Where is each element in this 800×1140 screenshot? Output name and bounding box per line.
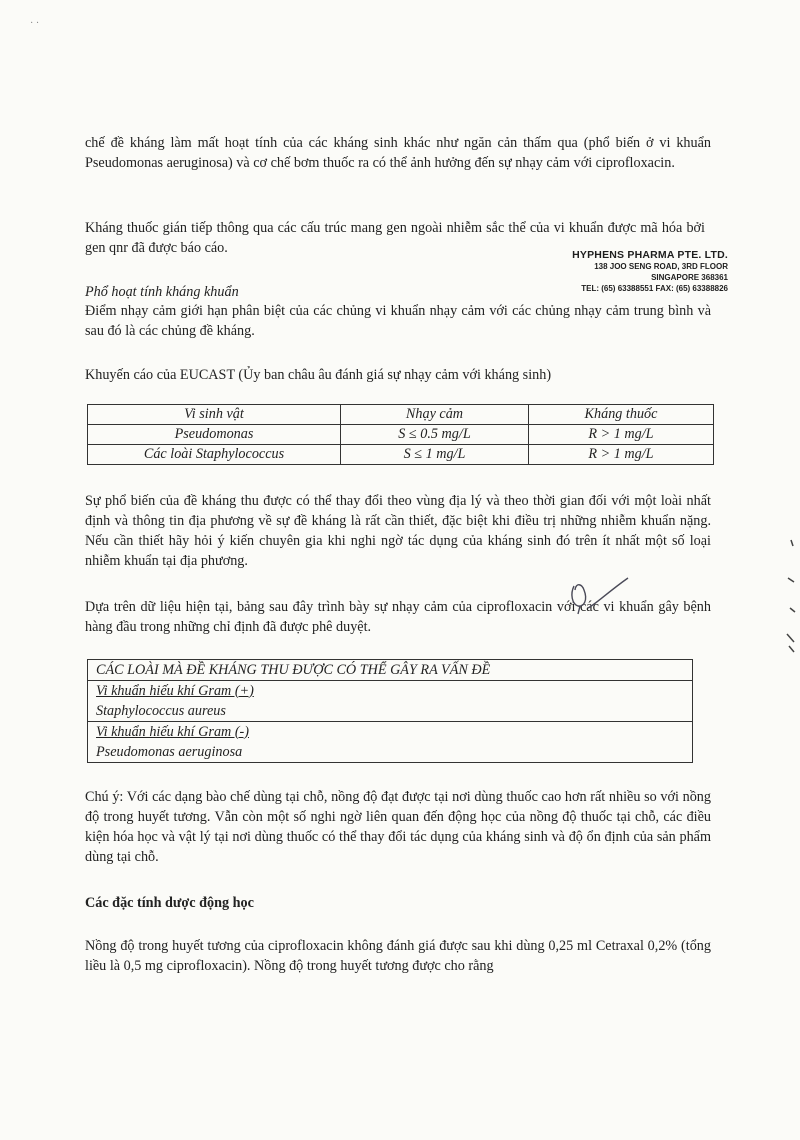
cell-susceptible: S ≤ 0.5 mg/L — [341, 425, 529, 445]
cell-resistant: R > 1 mg/L — [529, 445, 714, 465]
group-gram-positive-label: Vi khuẩn hiếu khí Gram (+) — [96, 682, 254, 699]
paragraph-plasma-concentration: Nồng độ trong huyết tương của ciprofloxacin không đánh giá được sau khi dùng 0,25 ml Cetraxal 0,2% (tổng liều là 0,5 mg ciprofloxacin). Nồng độ trong huyết tương được cho rằng — [85, 938, 711, 974]
eucast-breakpoint-table — [87, 404, 714, 465]
paragraph-resistance-prevalence: Sự phổ biến của đề kháng thu được có thể thay đổi theo vùng địa lý và theo thời gian đối với một loài nhất định và thông tin địa phương về sự đề kháng là rất cần thiết, đặc biệt khi điều trị những nhiễm khuẩn nặng. Nếu cần thiết hãy hỏi ý kiến chuyên gia khi nghi ngờ tác dụng của kháng sinh đó trên ít nhất một số loại nhiễm khuẩn tại địa phương. — [85, 493, 711, 569]
header-organism: Vi sinh vật — [88, 405, 341, 425]
paragraph-eucast: Khuyến cáo của EUCAST (Ủy ban châu âu đánh giá sự nhạy cảm với kháng sinh) — [85, 367, 552, 383]
group-gram-positive — [88, 681, 693, 702]
table-row — [88, 701, 693, 722]
group-gram-negative-label: Vi khuẩn hiếu khí Gram (-) — [96, 723, 249, 740]
table-row — [88, 742, 693, 763]
species-pseudomonas-aeruginosa: Pseudomonas aeruginosa — [88, 742, 693, 763]
cell-susceptible: S ≤ 1 mg/L — [341, 445, 529, 465]
table-row — [88, 445, 714, 465]
cell-organism: Các loài Staphylococcus — [88, 445, 341, 465]
table-row — [88, 681, 693, 702]
paragraph-resistance-mechanisms: chế đề kháng làm mất hoạt tính của các kháng sinh khác như ngăn cản thấm qua (phổ biến ở vi khuẩn Pseudomonas aeruginosa) và cơ chế bơm thuốc ra có thể ảnh hưởng đến sự nhạy cảm với ciprofloxacin. — [85, 135, 711, 171]
stamp-address-line2: SINGAPORE 368361 — [651, 273, 728, 282]
paragraph-topical-note: Chú ý: Với các dạng bào chế dùng tại chỗ, nồng độ đạt được tại nơi dùng thuốc cao hơn rất nhiều so với nồng độ trong huyết tương. Vẫn còn một số nghi ngờ liên quan đến động học của nồng độ thuốc tại chỗ, các điều kiện hóa học và vật lý tại nơi dùng thuốc có thể thay đổi tác dụng của kháng sinh và độ ổn định của sản phẩm dùng tại chỗ. — [85, 789, 711, 865]
table-row — [88, 722, 693, 743]
header-susceptible: Nhạy cảm — [341, 405, 529, 425]
species-table-title: CÁC LOÀI MÀ ĐỀ KHÁNG THU ĐƯỢC CÓ THỂ GÂY RA VẤN ĐỀ — [88, 660, 693, 681]
paragraph-qnr-gene: Kháng thuốc gián tiếp thông qua các cấu trúc mang gen ngoài nhiễm sắc thể của vi khuẩn được mã hóa bởi gen qnr đã được báo cáo. — [85, 220, 705, 256]
stamp-address-line1: 138 JOO SENG ROAD, 3RD FLOOR — [594, 262, 728, 271]
paragraph-breakpoints: Điểm nhạy cảm giới hạn phân biệt của các chủng vi khuẩn nhạy cảm với các chủng nhạy cảm trung bình và sau đó là các chủng đề kháng. — [85, 303, 711, 339]
cell-resistant: R > 1 mg/L — [529, 425, 714, 445]
company-stamp — [548, 250, 728, 294]
species-staphylococcus-aureus: Staphylococcus aureus — [88, 701, 693, 722]
scan-edge-mark — [782, 538, 796, 658]
handwritten-signature — [566, 570, 636, 620]
stamp-company: HYPHENS PHARMA PTE. LTD. — [572, 249, 728, 261]
stamp-phone-fax: TEL: (65) 63388551 FAX: (65) 63388826 — [581, 284, 728, 293]
scan-speck: · · — [30, 18, 40, 29]
heading-pharmacokinetics: Các đặc tính dược động học — [85, 895, 254, 911]
header-resistant: Kháng thuốc — [529, 405, 714, 425]
paragraph-susceptibility-intro: Dựa trên dữ liệu hiện tại, bảng sau đây trình bày sự nhạy cảm của ciprofloxacin với các vi khuẩn gây bệnh hàng đầu trong những chỉ định đã được phê duyệt. — [85, 599, 711, 635]
table-row — [88, 425, 714, 445]
table-header-row — [88, 405, 714, 425]
cell-organism: Pseudomonas — [88, 425, 341, 445]
heading-antibacterial-spectrum: Phổ hoạt tính kháng khuẩn — [85, 284, 239, 300]
table-row — [88, 660, 693, 681]
group-gram-negative — [88, 722, 693, 743]
resistance-species-table — [87, 659, 693, 763]
